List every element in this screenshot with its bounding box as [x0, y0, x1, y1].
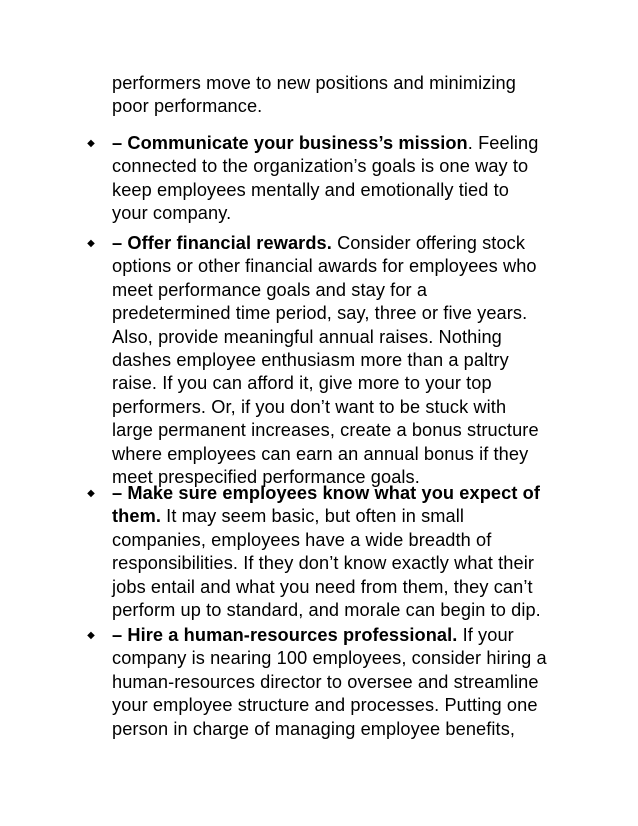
text-line: your employee structure and processes. Putting one	[112, 695, 538, 716]
text-line: connected to the organization’s goals is one way to	[112, 156, 529, 177]
text-line: raise. If you can afford it, give more to your top	[112, 373, 492, 394]
text-line: jobs entail and what you need from them, they can’t	[112, 576, 533, 597]
text-line: performers move to new positions and minimizing	[112, 73, 516, 93]
text-line: poor performance.	[112, 96, 263, 117]
text-line: meet prespecified performance goals.	[112, 467, 420, 488]
text-line: meet performance goals and stay for a	[112, 279, 428, 300]
text-line	[112, 132, 538, 155]
item-text: . Feeling	[467, 133, 539, 153]
item-text: If your	[457, 625, 514, 645]
text-line	[112, 505, 541, 528]
text-line: perform up to standard, and morale can begin to dip.	[112, 600, 541, 621]
text-line: Also, provide meaningful annual raises. Nothing	[112, 326, 502, 347]
item-heading: – Hire a human-resources professional.	[112, 625, 458, 645]
item-heading: – Make sure employees know what you expect of	[112, 483, 541, 503]
text-line: predetermined time period, say, three or five years.	[112, 303, 528, 324]
text-line: performers. Or, if you don’t want to be stuck with	[112, 396, 507, 417]
text-line: responsibilities. If they don’t know exactly what their	[112, 553, 534, 574]
diamond-bullet-icon: ◆	[87, 630, 95, 641]
text-line: where employees can earn an annual bonus if they	[112, 443, 529, 464]
text-line: company is nearing 100 employees, consider hiring a	[112, 648, 547, 669]
text-line: your company.	[112, 203, 232, 224]
item-heading-continued: them.	[112, 506, 162, 527]
text-line: options or other financial awards for employees who	[112, 256, 537, 277]
diamond-bullet-icon: ◆	[87, 138, 95, 149]
text-line: companies, employees have a wide breadth of	[112, 529, 492, 550]
intro-paragraph	[112, 72, 516, 119]
item-text: Consider offering stock	[331, 233, 526, 253]
diamond-bullet-icon: ◆	[87, 488, 95, 499]
text-line: dashes employee enthusiasm more than a paltry	[112, 350, 509, 371]
text-line	[112, 232, 539, 255]
item-heading: – Offer financial rewards.	[112, 233, 332, 253]
item-heading: – Communicate your business’s mission	[112, 133, 468, 153]
text-line: keep employees mentally and emotionally tied to	[112, 179, 509, 200]
text-line: human-resources director to oversee and streamline	[112, 671, 539, 692]
text-line	[112, 482, 541, 505]
text-line: large permanent increases, create a bonus structure	[112, 420, 539, 441]
item-text: It may seem basic, but often in small	[161, 506, 465, 527]
diamond-bullet-icon: ◆	[87, 238, 95, 249]
text-line: person in charge of managing employee benefits,	[112, 718, 516, 739]
text-line	[112, 624, 547, 647]
